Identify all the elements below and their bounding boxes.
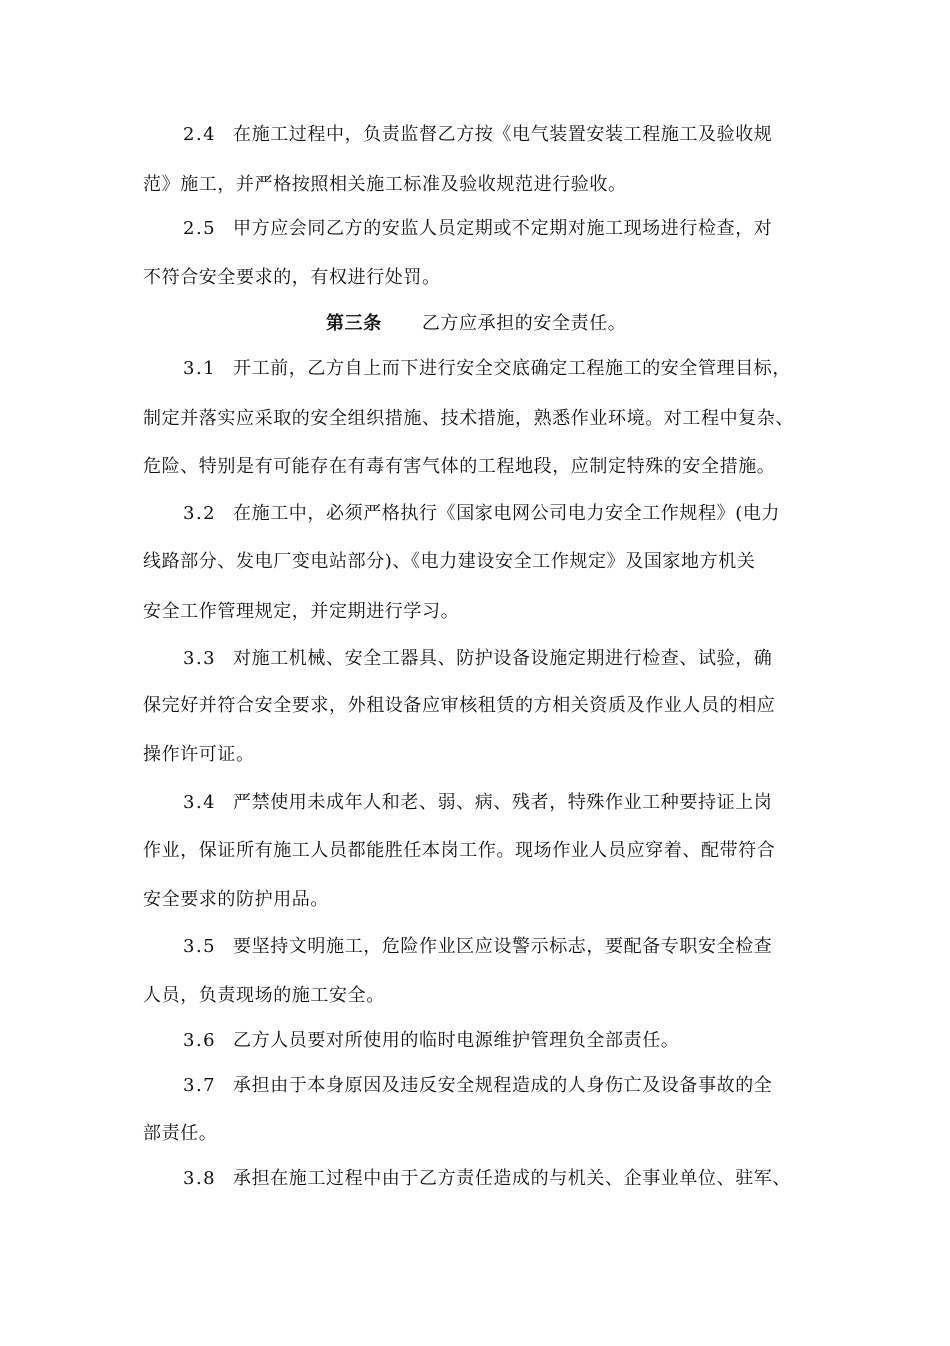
clause-text: 人员，负责现场的施工安全。 <box>143 985 385 1006</box>
clause-text: 线路部分、发电厂变电站部分)、《电力建设安全工作规定》及国家地方机关 <box>143 551 756 572</box>
clause-3-2-line-1 <box>183 502 780 526</box>
clause-text: 在施工中，必须严格执行《国家电网公司电力安全工作规程》(电力 <box>233 503 781 524</box>
clause-text: 范》施工，并严格按照相关施工标准及验收规范进行验收。 <box>143 174 627 195</box>
clause-text: 对施工机械、安全工器具、防护设备设施定期进行检查、试验，确 <box>233 648 773 669</box>
clause-3-5-line-1 <box>183 935 772 959</box>
clause-text: 制定并落实应采取的安全组织措施、技术措施，熟悉作业环境。对工程中复杂、 <box>143 408 794 429</box>
clause-number: 2.4 <box>183 124 217 145</box>
clause-3-7-line-2 <box>143 1122 217 1146</box>
article-heading <box>326 312 626 336</box>
clause-number: 3.1 <box>183 358 217 379</box>
article-title: 乙方应承担的安全责任。 <box>421 313 627 334</box>
clause-3-4-line-2 <box>143 839 775 863</box>
clause-3-1-line-1 <box>183 357 791 381</box>
clause-text: 要坚持文明施工，危险作业区应设警示标志，要配备专职安全检查 <box>233 936 773 957</box>
clause-text: 保完好并符合安全要求，外租设备应审核租赁的方相关资质及作业人员的相应 <box>143 695 776 716</box>
clause-number: 3.5 <box>183 936 217 957</box>
clause-text: 危险、特别是有可能存在有毒有害气体的工程地段，应制定特殊的安全措施。 <box>143 456 776 477</box>
clause-2-4-line-1 <box>183 123 772 147</box>
clause-text: 安全工作管理规定，并定期进行学习。 <box>143 601 460 622</box>
clause-text: 作业，保证所有施工人员都能胜任本岗工作。现场作业人员应穿着、配带符合 <box>143 840 776 861</box>
clause-3-3-line-3 <box>143 743 255 767</box>
clause-3-3-line-1 <box>183 647 772 671</box>
clause-3-7-line-1 <box>183 1074 772 1098</box>
clause-text: 安全要求的防护用品。 <box>143 889 329 910</box>
clause-text: 承担由于本身原因及违反安全规程造成的人身伤亡及设备事故的全 <box>233 1075 773 1096</box>
clause-2-5-line-2 <box>143 266 441 290</box>
clause-number: 3.8 <box>183 1168 217 1189</box>
clause-3-2-line-3 <box>143 600 459 624</box>
clause-text: 在施工过程中，负责监督乙方按《电气装置安装工程施工及验收规 <box>233 124 773 145</box>
clause-text: 严禁使用未成年人和老、弱、病、残者，特殊作业工种要持证上岗 <box>233 792 773 813</box>
clause-number: 3.3 <box>183 648 217 669</box>
article-label: 第三条 <box>326 313 382 334</box>
clause-number: 3.4 <box>183 792 217 813</box>
clause-3-6-line-1 <box>183 1029 679 1053</box>
clause-text: 不符合安全要求的，有权进行处罚。 <box>143 267 441 288</box>
clause-text: 部责任。 <box>143 1123 218 1144</box>
clause-text: 承担在施工过程中由于乙方责任造成的与机关、企事业单位、驻军、 <box>233 1168 791 1189</box>
clause-number: 3.7 <box>183 1075 217 1096</box>
clause-number: 3.6 <box>183 1030 217 1051</box>
clause-3-8-line-1 <box>183 1167 791 1191</box>
clause-2-4-line-2 <box>143 173 627 197</box>
clause-3-1-line-3 <box>143 455 775 479</box>
clause-3-5-line-2 <box>143 984 385 1008</box>
clause-number: 3.2 <box>183 503 217 524</box>
clause-text: 甲方应会同乙方的安监人员定期或不定期对施工现场进行检查，对 <box>233 218 773 239</box>
clause-3-3-line-2 <box>143 694 775 718</box>
clause-3-4-line-3 <box>143 888 329 912</box>
clause-3-1-line-2 <box>143 407 794 431</box>
clause-text: 开工前，乙方自上而下进行安全交底确定工程施工的安全管理目标， <box>233 358 791 379</box>
clause-number: 2.5 <box>183 218 217 239</box>
clause-3-2-line-2 <box>143 550 755 574</box>
clause-3-4-line-1 <box>183 791 772 815</box>
clause-text: 操作许可证。 <box>143 744 255 765</box>
clause-text: 乙方人员要对所使用的临时电源维护管理负全部责任。 <box>233 1030 680 1051</box>
clause-2-5-line-1 <box>183 217 772 241</box>
